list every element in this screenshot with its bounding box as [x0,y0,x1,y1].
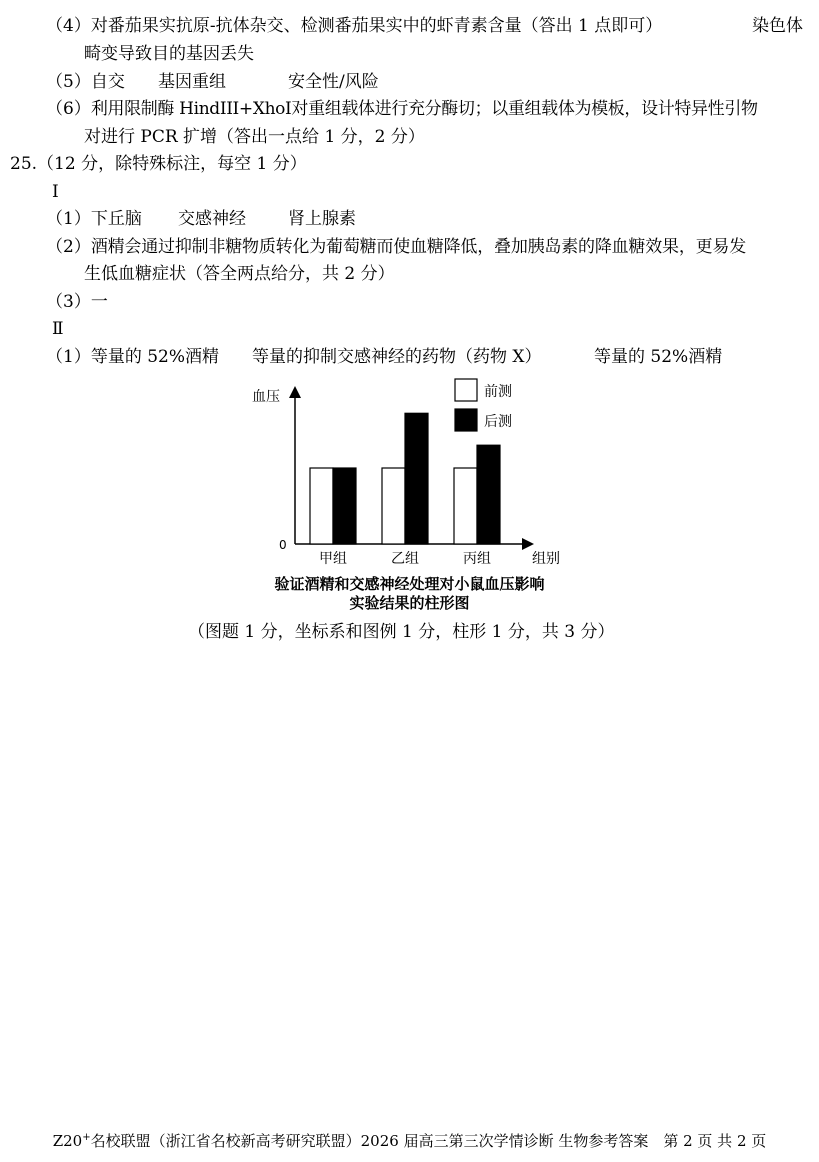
q24-item5 [46,71,125,93]
footer-text: 名校联盟（浙江省名校新高考研究联盟）2026 届高三第三次学情诊断 生物参考答案 第 2 页 共 2 页 [90,1132,767,1150]
legend-label-post: 后测 [484,414,512,430]
q24-item5-answer-c: 安全性/风险 [288,72,379,92]
legend [455,379,512,431]
x-axis-label: 组别 [532,551,560,567]
q24-item4-answer2: 染色体 [752,16,803,36]
chart-title-line1: 验证酒精和交感神经处理对小鼠血压影响 [274,575,545,593]
q25-ii1 [46,346,219,368]
bar-pre-2 [382,468,405,544]
q25-i1-answer-b: 交感神经 [178,209,246,229]
answer-text: 酒精会通过抑制非糖物质转化为葡萄糖而使血糖降低，叠加胰岛素的降血糖效果，更易发 [90,237,747,257]
question-scoring: （12 分，除特殊标注，每空 1 分） [37,154,307,174]
x-tick-label-3: 丙组 [463,551,491,567]
item-number: （1） [46,347,91,367]
bar-pre-1 [310,468,333,544]
origin-label: 0 [279,538,287,552]
item-number: （4） [46,16,91,36]
q24-item6-line1 [46,98,758,120]
footer-brand-sup: + [82,1132,91,1143]
bar-post-3 [477,445,500,544]
q25-i2-line2: 生低血糖症状（答全两点给分，共 2 分） [84,264,395,284]
x-tick-label-1: 甲组 [319,551,347,567]
page-footer [0,1128,819,1151]
q25-ii1-answer-b: 等量的抑制交感神经的药物（药物 X） [252,347,542,367]
answer-text: 对番茄果实抗原-抗体杂交、检测番茄果实中的虾青素含量（答出 1 点即可） [90,16,663,36]
item-number: （2） [46,237,91,257]
bar-post-2 [405,413,428,544]
q25-ii1-answer-c: 等量的 52%酒精 [594,347,723,367]
q25-i1-answer-c: 肾上腺素 [288,209,356,229]
question-number: 25. [10,154,38,174]
item-number: （6） [46,99,91,119]
q24-item6-line2: 对进行 PCR 扩增（答出一点给 1 分，2 分） [84,127,425,147]
q25-i1 [46,208,142,230]
blood-pressure-bar-chart [240,372,580,572]
q25-i2-line1 [46,236,746,258]
chart-title-line2: 实验结果的柱形图 [349,594,470,612]
q25-part2-label: Ⅱ [52,319,64,339]
chart-scoring-note: （图题 1 分，坐标系和图例 1 分，柱形 1 分，共 3 分） [188,622,615,642]
item-number: （5） [46,72,91,92]
item-number: （1） [46,209,91,229]
legend-swatch-post [455,409,477,431]
q24-item5-answer-b: 基因重组 [158,72,226,92]
q24-item4-line2: 畸变导致目的基因丢失 [84,44,254,64]
q25-part1-label: Ⅰ [52,182,59,202]
answer-a: 等量的 52%酒精 [90,347,220,367]
legend-swatch-pre [455,379,477,401]
legend-label-pre: 前测 [484,384,512,400]
answer-text: 一 [90,292,108,312]
answer-a: 自交 [90,72,125,92]
answer-a: 下丘脑 [90,209,142,229]
q24-item4-line1 [46,15,662,37]
bar-post-1 [333,468,356,544]
item-number: （3） [46,292,91,312]
y-axis-label: 血压 [252,389,280,405]
answer-text: 利用限制酶 HindIII+XhoI对重组载体进行充分酶切；以重组载体为模板，设计特异性引物 [90,99,758,119]
q25-i3 [46,291,108,313]
q25-heading [10,153,307,175]
bar-pre-3 [454,468,477,544]
x-tick-label-2: 乙组 [391,551,419,567]
footer-brand: Z20 [52,1132,83,1150]
